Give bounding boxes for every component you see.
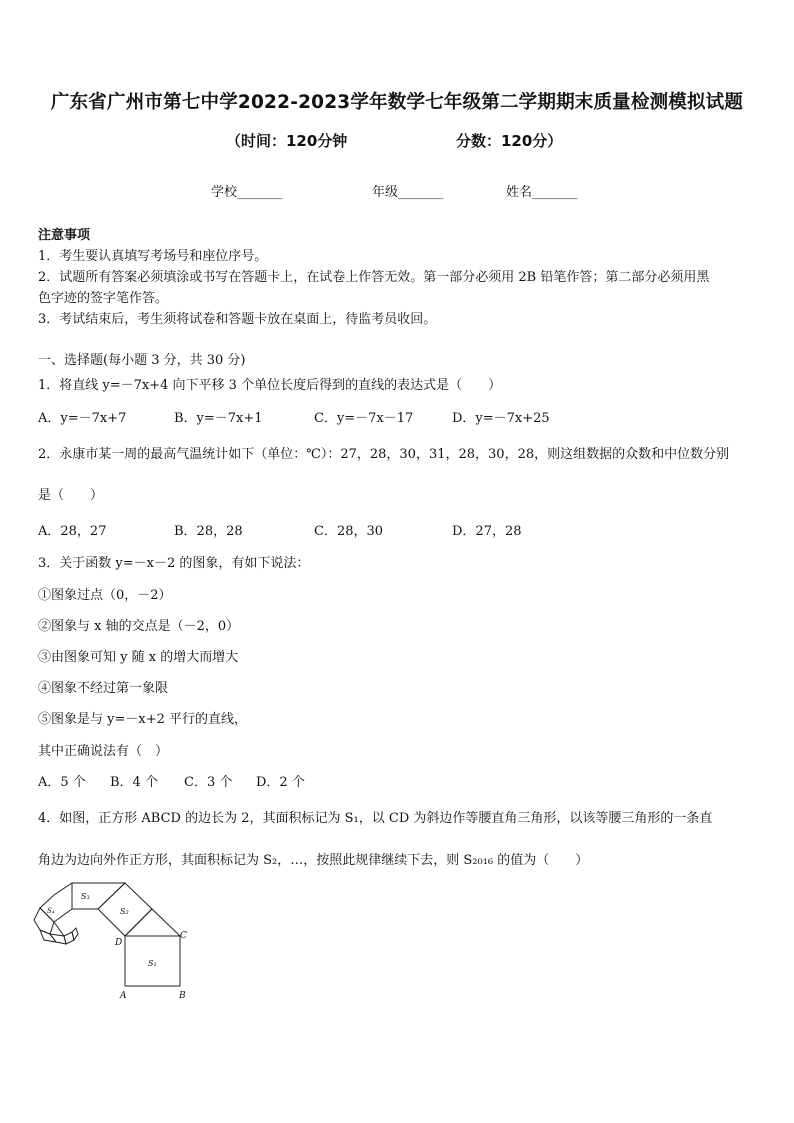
question-4-stem-a: 4．如图，正方形 ABCD 的边长为 2，其面积标记为 S₁，以 CD 为斜边作等腰直角三角形，以该等腰三角形的一条直: [38, 811, 713, 826]
square-spiral-figure: [30, 878, 210, 1003]
notice-item-2b: 色字迹的签字笔作答。: [38, 291, 169, 306]
question-3-option-c: C．3 个: [184, 775, 233, 790]
square-s3: [72, 883, 125, 909]
section-heading: 一、选择题(每小题 3 分，共 30 分): [38, 353, 246, 368]
question-2-stem-b: 是（ ）: [38, 488, 104, 503]
label-c: C: [180, 931, 187, 941]
school-field: 学校_______: [211, 185, 283, 200]
label-b: B: [179, 991, 186, 1001]
name-field: 姓名_______: [506, 185, 578, 200]
label-s1: S₁: [148, 959, 157, 968]
label-d: D: [115, 938, 123, 948]
exam-score: 分数：120分）: [456, 132, 563, 150]
question-1-stem: 1．将直线 y=－7x+4 向下平移 3 个单位长度后得到的直线的表达式是（ ）: [38, 378, 502, 393]
question-3-stem: 3．关于函数 y=－x－2 的图象，有如下说法：: [38, 556, 310, 571]
grade-field: 年级_______: [372, 185, 444, 200]
question-4-stem-b: 角边为边向外作正方形，其面积标记为 S₂，…，按照此规律继续下去，则 S₂₀₁₆ 的值为（ ）: [38, 853, 589, 868]
notice-item-3: 3．考试结束后，考生须将试卷和答题卡放在桌面上，待监考员收回。: [38, 312, 437, 327]
question-3-statement-2: ②图象与 x 轴的交点是（－2，0）: [38, 619, 240, 634]
square-s4: [40, 883, 72, 922]
question-1-option-c: C．y=－7x－17: [314, 411, 414, 426]
label-s4: S₄: [47, 907, 55, 915]
label-s3: S₃: [81, 892, 90, 901]
question-1-option-a: A．y=－7x+7: [38, 411, 127, 426]
question-3-statement-3: ③由图象可知 y 随 x 的增大而增大: [38, 650, 239, 665]
question-2-option-d: D．27，28: [452, 524, 522, 539]
notice-item-2a: 2．试题所有答案必须填涂或书写在答题卡上，在试卷上作答无效。第一部分必须用 2B 铅笔作答；第二部分必须用黑: [38, 270, 710, 285]
square-s9: [72, 928, 78, 940]
question-2-option-c: C．28，30: [314, 524, 384, 539]
question-3-statement-1: ①图象过点（0，－2）: [38, 588, 172, 603]
question-2-option-a: A．28，27: [38, 524, 107, 539]
triangle-1: [125, 909, 180, 936]
notice-item-1: 1．考生要认真填写考场号和座位序号。: [38, 249, 268, 264]
spiral-inner-line: [54, 922, 64, 936]
question-3-statement-5: ⑤图象是与 y=－x+2 平行的直线，: [38, 712, 247, 727]
question-3-option-d: D．2 个: [256, 775, 305, 790]
question-3-option-a: A．5 个: [38, 775, 86, 790]
notice-heading: 注意事项: [38, 228, 91, 243]
question-1-option-b: B．y=－7x+1: [174, 411, 263, 426]
question-2-option-b: B．28，28: [174, 524, 243, 539]
question-3-option-b: B．4 个: [110, 775, 158, 790]
exam-time: （时间：120分钟: [226, 132, 348, 150]
square-s6: [40, 930, 56, 942]
label-a: A: [120, 991, 127, 1001]
exam-title: 广东省广州市第七中学2022-2023学年数学七年级第二学期期末质量检测模拟试题: [50, 92, 744, 113]
question-3-ask: 其中正确说法有（ ）: [38, 744, 169, 759]
question-3-statement-4: ④图象不经过第一象限: [38, 681, 169, 696]
question-2-stem-a: 2．永康市某一周的最高气温统计如下（单位：℃）：27，28，30，31，28，30，28，则这组数据的众数和中位数分别: [38, 447, 730, 462]
label-s2: S₂: [120, 907, 129, 916]
question-1-option-d: D．y=－7x+25: [452, 411, 550, 426]
